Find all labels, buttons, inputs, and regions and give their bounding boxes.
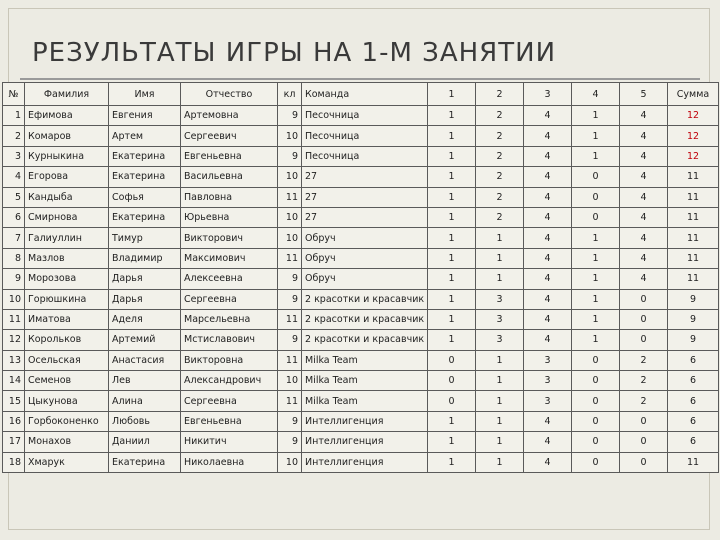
cell-team: 2 красотки и красавчик — [302, 309, 428, 329]
cell-total: 9 — [668, 289, 719, 309]
cell-number: 16 — [3, 411, 25, 431]
cell-round-5: 0 — [620, 309, 668, 329]
header-col-surname: Фамилия — [25, 83, 109, 106]
cell-name: Дарья — [109, 289, 181, 309]
cell-patronymic: Марсельевна — [181, 309, 278, 329]
cell-round-1: 1 — [428, 146, 476, 166]
cell-round-3: 4 — [524, 228, 572, 248]
cell-number: 5 — [3, 187, 25, 207]
cell-total: 11 — [668, 452, 719, 472]
cell-name: Дарья — [109, 269, 181, 289]
cell-surname: Смирнова — [25, 207, 109, 227]
cell-patronymic: Павловна — [181, 187, 278, 207]
table-row — [3, 126, 719, 146]
cell-round-4: 0 — [572, 207, 620, 227]
cell-surname: Комаров — [25, 126, 109, 146]
cell-round-4: 0 — [572, 371, 620, 391]
cell-round-2: 1 — [476, 452, 524, 472]
cell-name: Алина — [109, 391, 181, 411]
cell-team: Обруч — [302, 248, 428, 268]
cell-number: 4 — [3, 167, 25, 187]
cell-round-5: 4 — [620, 167, 668, 187]
table-row — [3, 228, 719, 248]
table-row — [3, 432, 719, 452]
header-col-number: № — [3, 83, 25, 106]
cell-name: Артем — [109, 126, 181, 146]
cell-total: 11 — [668, 228, 719, 248]
title-divider — [20, 78, 700, 80]
cell-number: 2 — [3, 126, 25, 146]
cell-team: Интеллигенция — [302, 432, 428, 452]
cell-round-5: 4 — [620, 228, 668, 248]
cell-team: Milka Team — [302, 371, 428, 391]
cell-total: 11 — [668, 187, 719, 207]
cell-patronymic: Николаевна — [181, 452, 278, 472]
cell-number: 15 — [3, 391, 25, 411]
cell-round-1: 1 — [428, 248, 476, 268]
cell-name: Екатерина — [109, 167, 181, 187]
cell-round-4: 1 — [572, 289, 620, 309]
cell-name: Тимур — [109, 228, 181, 248]
header-col-patronymic: Отчество — [181, 83, 278, 106]
cell-round-3: 4 — [524, 330, 572, 350]
cell-round-5: 2 — [620, 391, 668, 411]
cell-number: 1 — [3, 106, 25, 126]
cell-round-1: 1 — [428, 289, 476, 309]
cell-round-3: 4 — [524, 126, 572, 146]
cell-total: 6 — [668, 432, 719, 452]
cell-team: 27 — [302, 207, 428, 227]
cell-total: 12 — [668, 106, 719, 126]
cell-round-2: 2 — [476, 146, 524, 166]
cell-round-4: 1 — [572, 146, 620, 166]
cell-round-5: 0 — [620, 452, 668, 472]
cell-grade: 10 — [278, 167, 302, 187]
cell-grade: 9 — [278, 146, 302, 166]
cell-round-5: 2 — [620, 350, 668, 370]
cell-round-1: 1 — [428, 106, 476, 126]
cell-name: Артемий — [109, 330, 181, 350]
results-table — [2, 82, 719, 473]
cell-round-5: 2 — [620, 371, 668, 391]
table-row — [3, 452, 719, 472]
cell-round-3: 4 — [524, 167, 572, 187]
cell-round-3: 4 — [524, 432, 572, 452]
cell-name: Владимир — [109, 248, 181, 268]
cell-round-1: 1 — [428, 411, 476, 431]
cell-total: 12 — [668, 146, 719, 166]
page-title: РЕЗУЛЬТАТЫ ИГРЫ НА 1-М ЗАНЯТИИ — [32, 38, 557, 68]
cell-round-5: 4 — [620, 146, 668, 166]
header-col-team: Команда — [302, 83, 428, 106]
cell-number: 10 — [3, 289, 25, 309]
cell-team: Интеллигенция — [302, 411, 428, 431]
cell-grade: 9 — [278, 289, 302, 309]
cell-patronymic: Васильевна — [181, 167, 278, 187]
cell-round-3: 3 — [524, 350, 572, 370]
cell-round-5: 4 — [620, 207, 668, 227]
cell-name: Любовь — [109, 411, 181, 431]
cell-number: 7 — [3, 228, 25, 248]
cell-grade: 10 — [278, 228, 302, 248]
cell-round-2: 1 — [476, 248, 524, 268]
cell-total: 6 — [668, 411, 719, 431]
cell-name: Даниил — [109, 432, 181, 452]
table-row — [3, 391, 719, 411]
table-row — [3, 248, 719, 268]
cell-round-1: 0 — [428, 391, 476, 411]
cell-patronymic: Викторовна — [181, 350, 278, 370]
cell-surname: Хмарук — [25, 452, 109, 472]
cell-team: Песочница — [302, 106, 428, 126]
cell-round-3: 3 — [524, 371, 572, 391]
header-col-round-4: 4 — [572, 83, 620, 106]
cell-surname: Ефимова — [25, 106, 109, 126]
cell-round-2: 2 — [476, 167, 524, 187]
cell-patronymic: Алексеевна — [181, 269, 278, 289]
cell-round-1: 1 — [428, 167, 476, 187]
cell-number: 13 — [3, 350, 25, 370]
cell-grade: 10 — [278, 371, 302, 391]
cell-name: Аделя — [109, 309, 181, 329]
header-col-total: Сумма — [668, 83, 719, 106]
header-col-name: Имя — [109, 83, 181, 106]
cell-round-3: 4 — [524, 106, 572, 126]
cell-team: Обруч — [302, 269, 428, 289]
cell-round-2: 1 — [476, 350, 524, 370]
cell-round-1: 1 — [428, 309, 476, 329]
cell-patronymic: Максимович — [181, 248, 278, 268]
cell-name: Екатерина — [109, 146, 181, 166]
cell-round-3: 4 — [524, 187, 572, 207]
cell-round-5: 0 — [620, 330, 668, 350]
cell-grade: 11 — [278, 391, 302, 411]
cell-round-4: 1 — [572, 248, 620, 268]
cell-number: 12 — [3, 330, 25, 350]
cell-team: 27 — [302, 167, 428, 187]
cell-team: 27 — [302, 187, 428, 207]
cell-number: 14 — [3, 371, 25, 391]
header-col-round-1: 1 — [428, 83, 476, 106]
cell-patronymic: Сергеевна — [181, 289, 278, 309]
cell-patronymic: Сергеевна — [181, 391, 278, 411]
table-row — [3, 371, 719, 391]
cell-total: 9 — [668, 309, 719, 329]
cell-round-4: 0 — [572, 167, 620, 187]
cell-grade: 9 — [278, 269, 302, 289]
cell-grade: 9 — [278, 330, 302, 350]
cell-team: Milka Team — [302, 350, 428, 370]
header-col-round-5: 5 — [620, 83, 668, 106]
cell-number: 18 — [3, 452, 25, 472]
cell-round-2: 1 — [476, 269, 524, 289]
cell-total: 6 — [668, 371, 719, 391]
cell-patronymic: Юрьевна — [181, 207, 278, 227]
cell-team: Песочница — [302, 146, 428, 166]
cell-round-1: 1 — [428, 126, 476, 146]
cell-patronymic: Александрович — [181, 371, 278, 391]
cell-round-3: 3 — [524, 391, 572, 411]
cell-total: 11 — [668, 248, 719, 268]
cell-round-4: 0 — [572, 411, 620, 431]
cell-grade: 11 — [278, 350, 302, 370]
cell-total: 12 — [668, 126, 719, 146]
cell-team: Интеллигенция — [302, 452, 428, 472]
cell-grade: 10 — [278, 207, 302, 227]
cell-surname: Горбоконенко — [25, 411, 109, 431]
cell-grade: 11 — [278, 187, 302, 207]
table-row — [3, 167, 719, 187]
table-row — [3, 289, 719, 309]
cell-grade: 10 — [278, 452, 302, 472]
table-row — [3, 309, 719, 329]
cell-team: 2 красотки и красавчик — [302, 330, 428, 350]
cell-round-4: 0 — [572, 350, 620, 370]
cell-round-3: 4 — [524, 289, 572, 309]
cell-round-5: 0 — [620, 411, 668, 431]
table-row — [3, 207, 719, 227]
cell-round-4: 0 — [572, 391, 620, 411]
table-row — [3, 187, 719, 207]
cell-surname: Галиуллин — [25, 228, 109, 248]
cell-round-1: 1 — [428, 269, 476, 289]
table-row — [3, 411, 719, 431]
cell-round-1: 1 — [428, 207, 476, 227]
cell-team: Песочница — [302, 126, 428, 146]
cell-round-3: 4 — [524, 207, 572, 227]
cell-round-3: 4 — [524, 411, 572, 431]
cell-round-3: 4 — [524, 452, 572, 472]
cell-round-2: 3 — [476, 289, 524, 309]
cell-patronymic: Мстиславович — [181, 330, 278, 350]
cell-round-5: 0 — [620, 289, 668, 309]
cell-name: Софья — [109, 187, 181, 207]
cell-number: 6 — [3, 207, 25, 227]
cell-round-4: 0 — [572, 187, 620, 207]
cell-round-1: 0 — [428, 350, 476, 370]
cell-total: 6 — [668, 350, 719, 370]
cell-round-2: 1 — [476, 432, 524, 452]
table-body — [3, 106, 719, 473]
cell-round-4: 1 — [572, 309, 620, 329]
cell-name: Евгения — [109, 106, 181, 126]
cell-total: 11 — [668, 207, 719, 227]
cell-round-3: 4 — [524, 146, 572, 166]
cell-surname: Мазлов — [25, 248, 109, 268]
cell-round-1: 1 — [428, 330, 476, 350]
cell-total: 11 — [668, 167, 719, 187]
cell-surname: Морозова — [25, 269, 109, 289]
cell-round-2: 3 — [476, 309, 524, 329]
cell-number: 3 — [3, 146, 25, 166]
cell-round-4: 1 — [572, 269, 620, 289]
cell-surname: Егорова — [25, 167, 109, 187]
cell-round-2: 3 — [476, 330, 524, 350]
cell-patronymic: Викторович — [181, 228, 278, 248]
cell-round-4: 0 — [572, 452, 620, 472]
cell-surname: Горюшкина — [25, 289, 109, 309]
header-row — [3, 83, 719, 106]
cell-grade: 9 — [278, 432, 302, 452]
cell-round-2: 1 — [476, 391, 524, 411]
cell-round-4: 1 — [572, 228, 620, 248]
cell-grade: 10 — [278, 126, 302, 146]
cell-round-3: 4 — [524, 309, 572, 329]
cell-round-1: 1 — [428, 432, 476, 452]
cell-team: Обруч — [302, 228, 428, 248]
cell-round-4: 1 — [572, 106, 620, 126]
table-row — [3, 330, 719, 350]
cell-name: Екатерина — [109, 207, 181, 227]
table-row — [3, 106, 719, 126]
cell-round-1: 1 — [428, 187, 476, 207]
cell-round-1: 0 — [428, 371, 476, 391]
cell-surname: Курныкина — [25, 146, 109, 166]
cell-surname: Осельская — [25, 350, 109, 370]
cell-round-2: 1 — [476, 371, 524, 391]
cell-team: 2 красотки и красавчик — [302, 289, 428, 309]
cell-number: 11 — [3, 309, 25, 329]
cell-round-1: 1 — [428, 452, 476, 472]
cell-total: 9 — [668, 330, 719, 350]
cell-name: Анастасия — [109, 350, 181, 370]
cell-surname: Цыкунова — [25, 391, 109, 411]
cell-round-3: 4 — [524, 269, 572, 289]
cell-round-1: 1 — [428, 228, 476, 248]
table-row — [3, 146, 719, 166]
cell-name: Екатерина — [109, 452, 181, 472]
header-col-round-2: 2 — [476, 83, 524, 106]
cell-name: Лев — [109, 371, 181, 391]
cell-number: 9 — [3, 269, 25, 289]
cell-grade: 9 — [278, 106, 302, 126]
cell-surname: Иматова — [25, 309, 109, 329]
cell-total: 6 — [668, 391, 719, 411]
cell-round-5: 4 — [620, 248, 668, 268]
cell-grade: 9 — [278, 411, 302, 431]
cell-patronymic: Сергеевич — [181, 126, 278, 146]
cell-round-3: 4 — [524, 248, 572, 268]
cell-round-4: 0 — [572, 432, 620, 452]
cell-round-2: 2 — [476, 106, 524, 126]
header-col-grade: кл — [278, 83, 302, 106]
cell-round-2: 2 — [476, 187, 524, 207]
cell-team: Milka Team — [302, 391, 428, 411]
cell-round-2: 2 — [476, 207, 524, 227]
cell-round-5: 4 — [620, 269, 668, 289]
cell-round-2: 1 — [476, 411, 524, 431]
cell-round-5: 0 — [620, 432, 668, 452]
cell-patronymic: Артемовна — [181, 106, 278, 126]
cell-round-2: 2 — [476, 126, 524, 146]
cell-round-5: 4 — [620, 106, 668, 126]
cell-surname: Монахов — [25, 432, 109, 452]
header-col-round-3: 3 — [524, 83, 572, 106]
cell-round-5: 4 — [620, 126, 668, 146]
cell-number: 8 — [3, 248, 25, 268]
cell-total: 11 — [668, 269, 719, 289]
cell-round-5: 4 — [620, 187, 668, 207]
cell-surname: Корольков — [25, 330, 109, 350]
cell-grade: 11 — [278, 248, 302, 268]
table-row — [3, 269, 719, 289]
cell-patronymic: Никитич — [181, 432, 278, 452]
table-row — [3, 350, 719, 370]
cell-surname: Кандыба — [25, 187, 109, 207]
cell-round-2: 1 — [476, 228, 524, 248]
cell-grade: 11 — [278, 309, 302, 329]
cell-patronymic: Евгеньевна — [181, 411, 278, 431]
cell-round-4: 1 — [572, 330, 620, 350]
cell-patronymic: Евгеньевна — [181, 146, 278, 166]
cell-round-4: 1 — [572, 126, 620, 146]
cell-number: 17 — [3, 432, 25, 452]
cell-surname: Семенов — [25, 371, 109, 391]
